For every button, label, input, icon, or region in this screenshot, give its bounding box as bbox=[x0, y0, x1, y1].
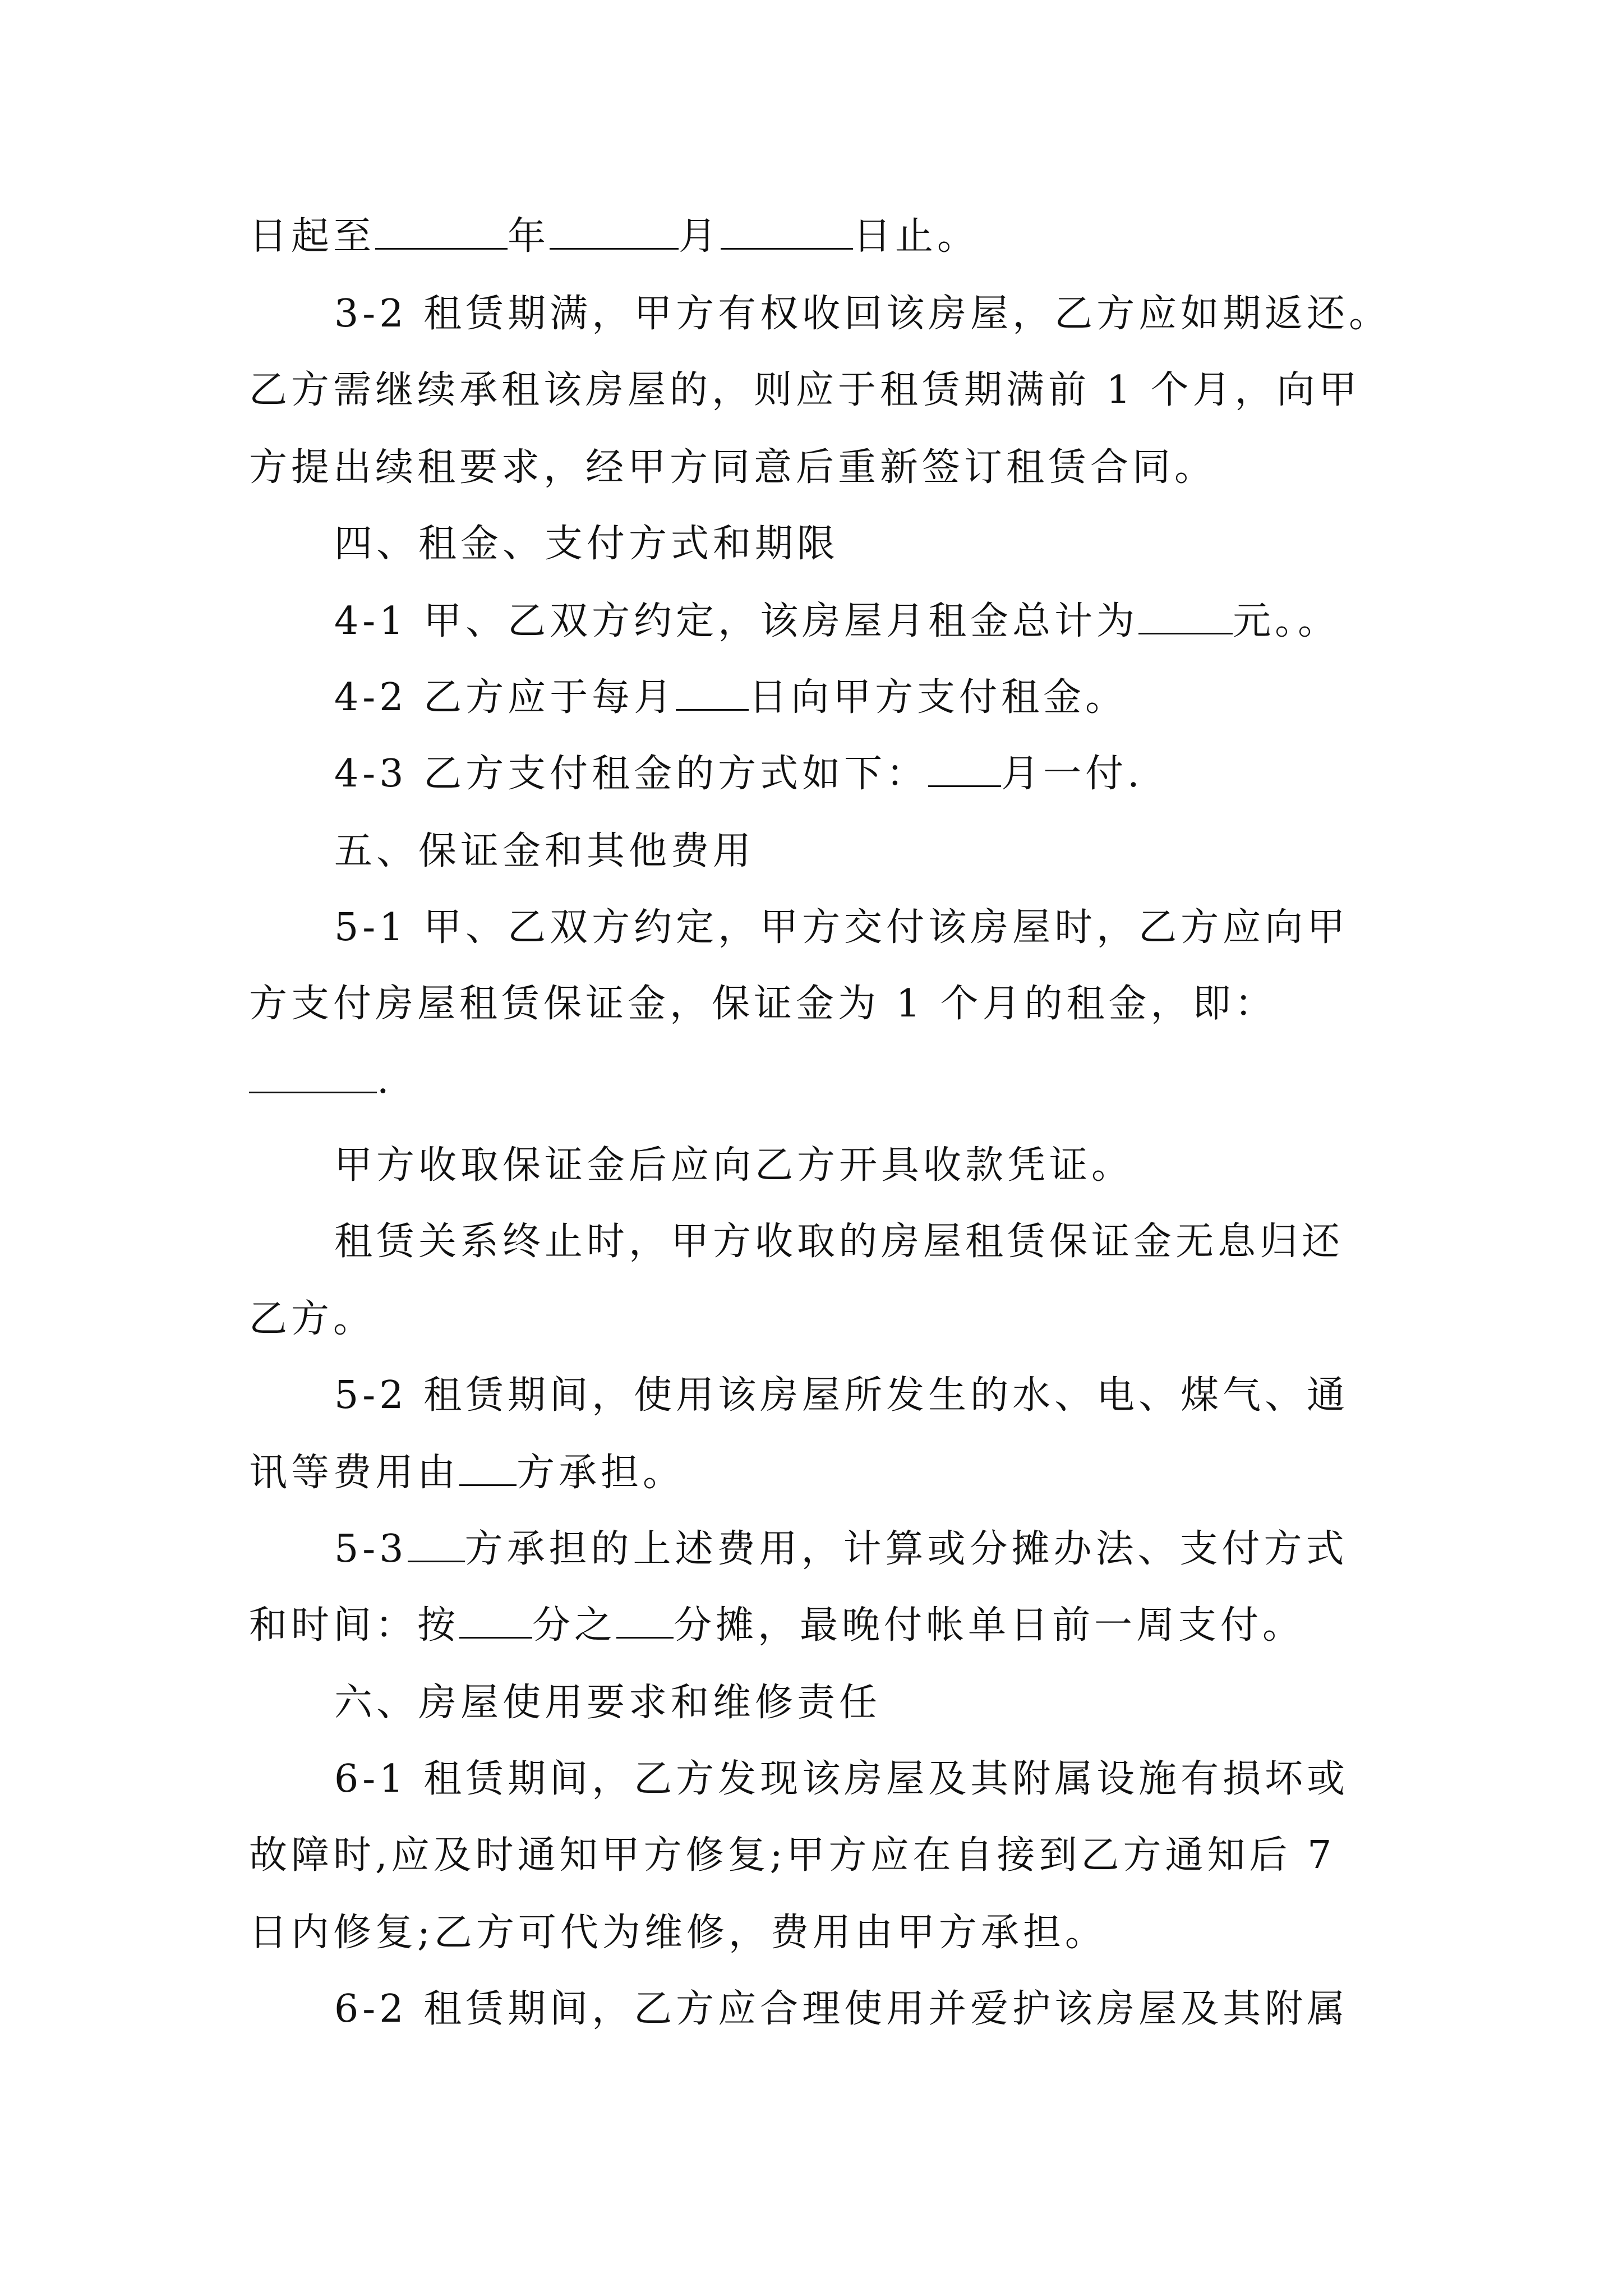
text-span: 讯等费用由 bbox=[249, 1451, 460, 1495]
text-span: 日止。 bbox=[853, 214, 980, 259]
paragraph-line: 6-1 租赁期间，乙方发现该房屋及其附属设施有损坏或 bbox=[334, 1757, 1349, 1801]
paragraph-line: 甲方收取保证金后应向乙方开具收款凭证。 bbox=[334, 1143, 1134, 1188]
paragraph-line: 方支付房屋租赁保证金，保证金为 1 个月的租金，即： bbox=[249, 982, 1277, 1026]
fill-blank bbox=[1138, 593, 1233, 634]
paragraph-line: 故障时,应及时通知甲方修复;甲方应在自接到乙方通知后 7 bbox=[249, 1833, 1336, 1878]
fill-blank bbox=[928, 746, 1001, 787]
fill-blank bbox=[616, 1598, 674, 1639]
section-heading: 四、租金、支付方式和期限 bbox=[334, 522, 840, 566]
paragraph-line: 乙方需继续承租该房屋的，则应于租赁期满前 1 个月，向甲 bbox=[249, 368, 1361, 412]
text-line bbox=[334, 1521, 1387, 1577]
fill-blank bbox=[459, 1598, 532, 1639]
text-line bbox=[334, 593, 1387, 650]
fill-blank bbox=[550, 209, 679, 250]
text-span: 4-1 甲、乙双方约定，该房屋月租金总计为 bbox=[334, 599, 1139, 643]
text-span: 元。。 bbox=[1233, 599, 1340, 643]
section-heading: 六、房屋使用要求和维修责任 bbox=[334, 1681, 882, 1725]
paragraph-line: 乙方。 bbox=[249, 1297, 376, 1341]
text-line bbox=[249, 1052, 1387, 1108]
text-line bbox=[249, 209, 1387, 265]
text-line bbox=[334, 746, 1387, 802]
paragraph-line: 方提出续租要求，经甲方同意后重新签订租赁合同。 bbox=[249, 445, 1217, 490]
paragraph-line: 5-2 租赁期间，使用该房屋所发生的水、电、煤气、通 bbox=[334, 1373, 1349, 1418]
text-span: 月一付. bbox=[1001, 752, 1144, 796]
text-span: 4-2 乙方应于每月 bbox=[334, 675, 676, 720]
text-line bbox=[249, 1598, 1387, 1654]
fill-blank bbox=[375, 209, 508, 250]
text-span: 5-3 bbox=[334, 1527, 408, 1571]
paragraph-line: 日内修复;乙方可代为维修，费用由甲方承担。 bbox=[249, 1911, 1107, 1955]
text-span: 分摊，最晚付帐单日前一周支付。 bbox=[674, 1603, 1305, 1648]
text-span: 方承担。 bbox=[517, 1451, 685, 1495]
text-span: 方承担的上述费用，计算或分摊办法、支付方式 bbox=[464, 1527, 1348, 1571]
paragraph-line: 3-2 租赁期满，甲方有权收回该房屋，乙方应如期返还。 bbox=[334, 292, 1391, 336]
text-span: 4-3 乙方支付租金的方式如下： bbox=[334, 752, 929, 796]
fill-blank bbox=[249, 1052, 377, 1093]
section-heading: 五、保证金和其他费用 bbox=[334, 829, 755, 873]
text-span: 年 bbox=[508, 214, 550, 259]
fill-blank bbox=[676, 670, 749, 711]
text-span: 日向甲方支付租金。 bbox=[749, 675, 1128, 720]
fill-blank bbox=[459, 1445, 517, 1486]
text-span: . bbox=[377, 1058, 393, 1102]
fill-blank bbox=[408, 1521, 465, 1562]
text-line bbox=[334, 670, 1387, 726]
paragraph-line: 6-2 租赁期间，乙方应合理使用并爱护该房屋及其附属 bbox=[334, 1987, 1349, 2031]
text-span: 和时间：按 bbox=[249, 1603, 460, 1648]
text-line bbox=[249, 1445, 1387, 1501]
paragraph-line: 租赁关系终止时，甲方收取的房屋租赁保证金无息归还 bbox=[334, 1220, 1344, 1264]
text-span: 月 bbox=[679, 214, 721, 259]
text-span: 日起至 bbox=[249, 214, 376, 259]
paragraph-line: 5-1 甲、乙双方约定，甲方交付该房屋时，乙方应向甲 bbox=[334, 905, 1349, 950]
fill-blank bbox=[721, 209, 853, 250]
text-span: 分之 bbox=[532, 1603, 617, 1648]
